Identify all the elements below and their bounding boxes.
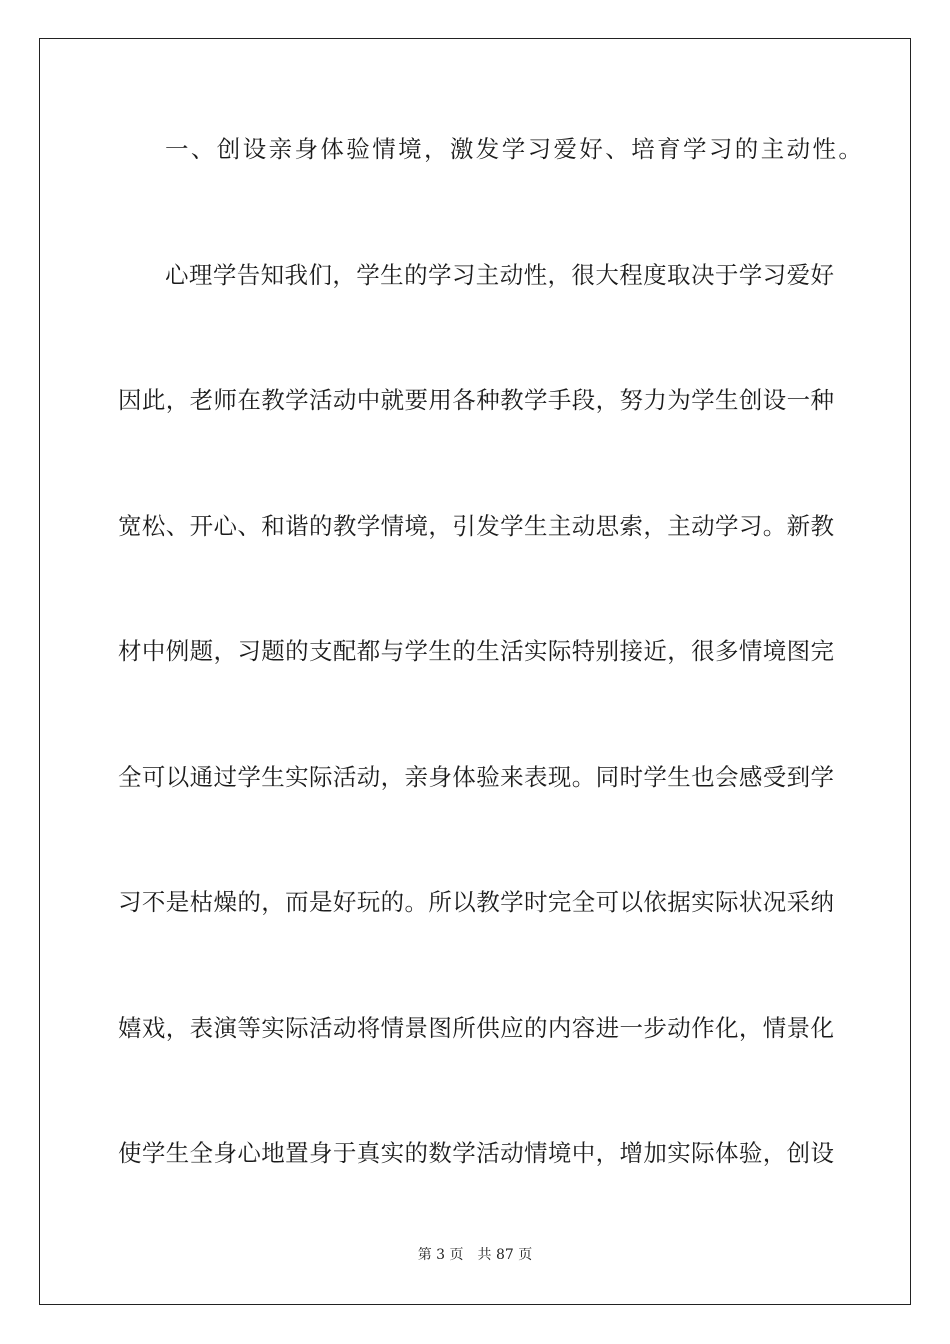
paragraph-line: 因此，老师在教学活动中就要用各种教学手段，努力为学生创设一种 — [118, 386, 834, 414]
page-number: 第 3 页 — [417, 1247, 464, 1263]
page-frame — [39, 38, 911, 1305]
paragraph-line: 心理学告知我们，学生的学习主动性，很大程度取决于学习爱好 — [165, 261, 834, 289]
paragraph-line: 宽松、开心、和谐的教学情境，引发学生主动思索，主动学习。新教 — [118, 512, 834, 540]
total-pages: 共 87 页 — [477, 1247, 533, 1263]
paragraph-line: 材中例题，习题的支配都与学生的生活实际特别接近，很多情境图完 — [118, 637, 834, 665]
paragraph-line: 全可以通过学生实际活动，亲身体验来表现。同时学生也会感受到学 — [118, 763, 834, 791]
page-footer — [0, 1246, 950, 1264]
paragraph-line: 使学生全身心地置身于真实的数学活动情境中，增加实际体验，创设 — [118, 1139, 834, 1167]
section-heading: 一、创设亲身体验情境，激发学习爱好、培育学习的主动性。 — [165, 135, 865, 163]
paragraph-line: 嬉戏，表演等实际活动将情景图所供应的内容进一步动作化，情景化 — [118, 1014, 834, 1042]
paragraph-line: 习不是枯燥的，而是好玩的。所以教学时完全可以依据实际状况采纳 — [118, 888, 834, 916]
